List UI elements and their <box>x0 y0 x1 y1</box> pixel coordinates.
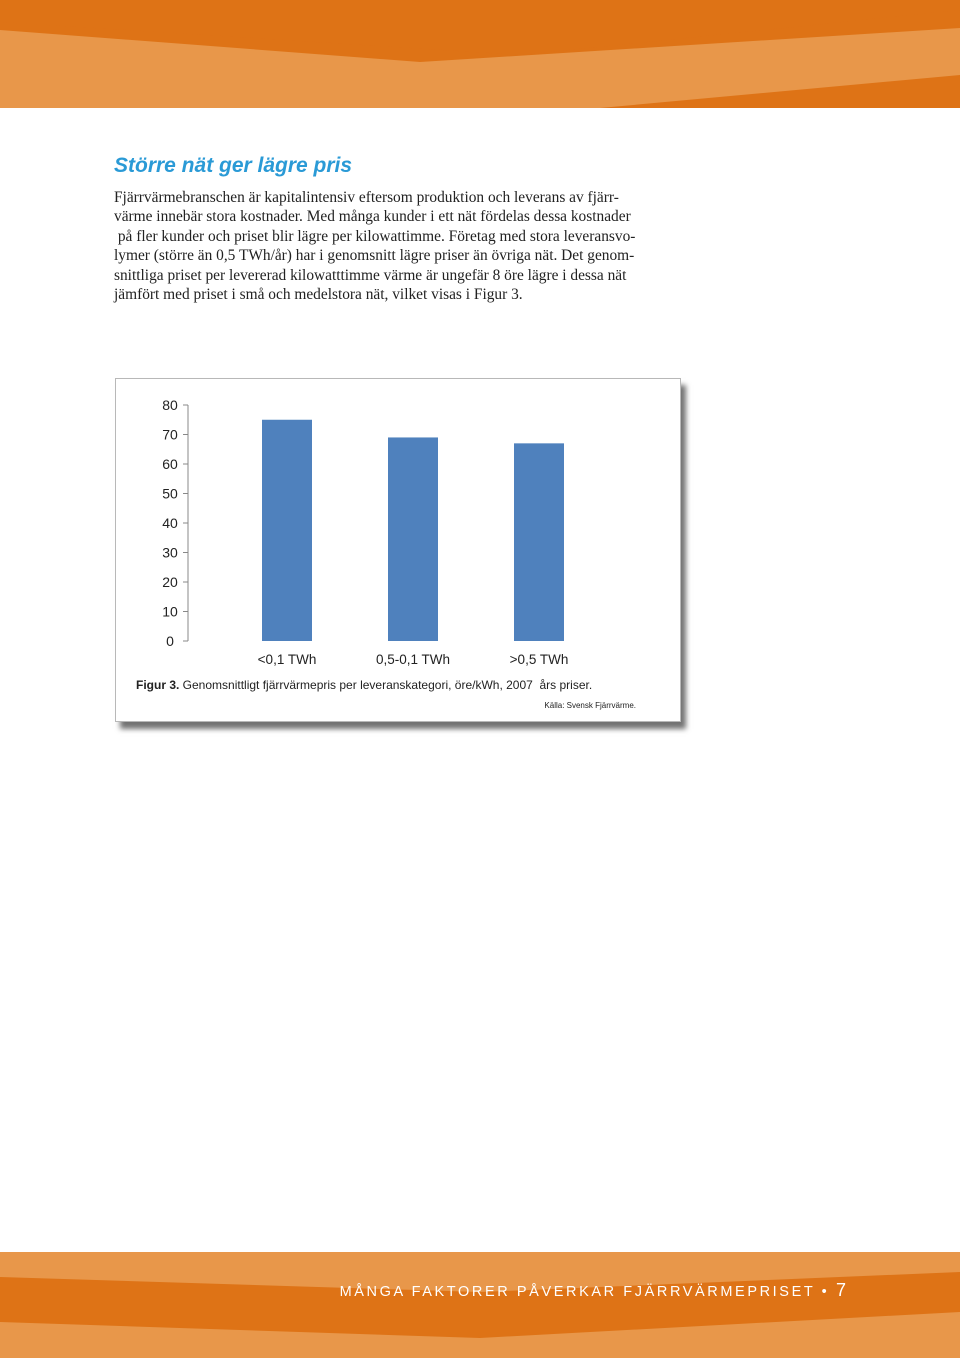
top-decorative-band <box>0 0 960 108</box>
chart-bar <box>262 420 312 641</box>
chart-bar <box>388 437 438 641</box>
y-tick-label: 40 <box>162 515 178 531</box>
y-tick-label: 50 <box>162 485 178 502</box>
bottom-decorative-band <box>0 1252 960 1358</box>
article-line: snittliga priset per levererad kilowatttimme värme är ungefär 8 öre lägre i dessa nät <box>114 266 627 284</box>
y-tick-label: 30 <box>162 544 178 561</box>
bar-chart <box>116 379 680 679</box>
figure-source: Källa: Svensk Fjärrvärme. <box>544 701 636 710</box>
x-category-label: 0,5-0,1 TWh <box>375 652 451 667</box>
footer-title: MÅNGA FAKTORER PÅVERKAR FJÄRRVÄRMEPRISET <box>339 1284 816 1300</box>
article-line: på fler kunder och priset blir lägre per kilowattimme. Företag med stora leveransvo- <box>114 227 636 245</box>
x-category-label: >0,5 TWh <box>509 652 569 667</box>
article-line: lymer (större än 0,5 TWh/år) har i genomsnitt lägre priser än övriga nät. Det genom- <box>114 247 635 265</box>
article-body <box>114 188 714 304</box>
y-tick-label: 70 <box>162 426 178 443</box>
article-line: värme innebär stora kostnader. Med många kunder i ett nät fördelas dessa kostnader <box>114 208 631 226</box>
top-band-shapes <box>0 0 960 108</box>
y-tick-label: 60 <box>162 456 178 472</box>
y-tick-label: 20 <box>162 574 178 590</box>
chart-bar <box>514 443 564 641</box>
x-category-label: <0,1 TWh <box>257 652 317 667</box>
page-number: 7 <box>835 1280 846 1300</box>
y-tick-label: 0 <box>166 633 174 649</box>
figure-3-box <box>115 378 681 722</box>
bottom-band-shapes <box>0 1252 960 1358</box>
footer-running-title <box>340 1280 846 1301</box>
figure-caption-text: Genomsnittligt fjärrvärmepris per leveranskategori, öre/kWh, 2007 års priser. <box>179 678 593 692</box>
y-tick-label: 10 <box>162 603 178 620</box>
article-line: jämfört med priset i små och medelstora nät, vilket visas i Figur 3. <box>114 286 523 304</box>
figure-caption-label: Figur 3. <box>136 678 180 692</box>
article-line: Fjärrvärmebranschen är kapitalintensiv eftersom produktion och leverans av fjärr- <box>114 189 619 206</box>
figure-caption <box>136 678 592 692</box>
footer-bullet: • <box>815 1284 836 1300</box>
section-heading: Större nät ger lägre pris <box>114 154 353 177</box>
y-tick-label: 80 <box>162 397 178 413</box>
